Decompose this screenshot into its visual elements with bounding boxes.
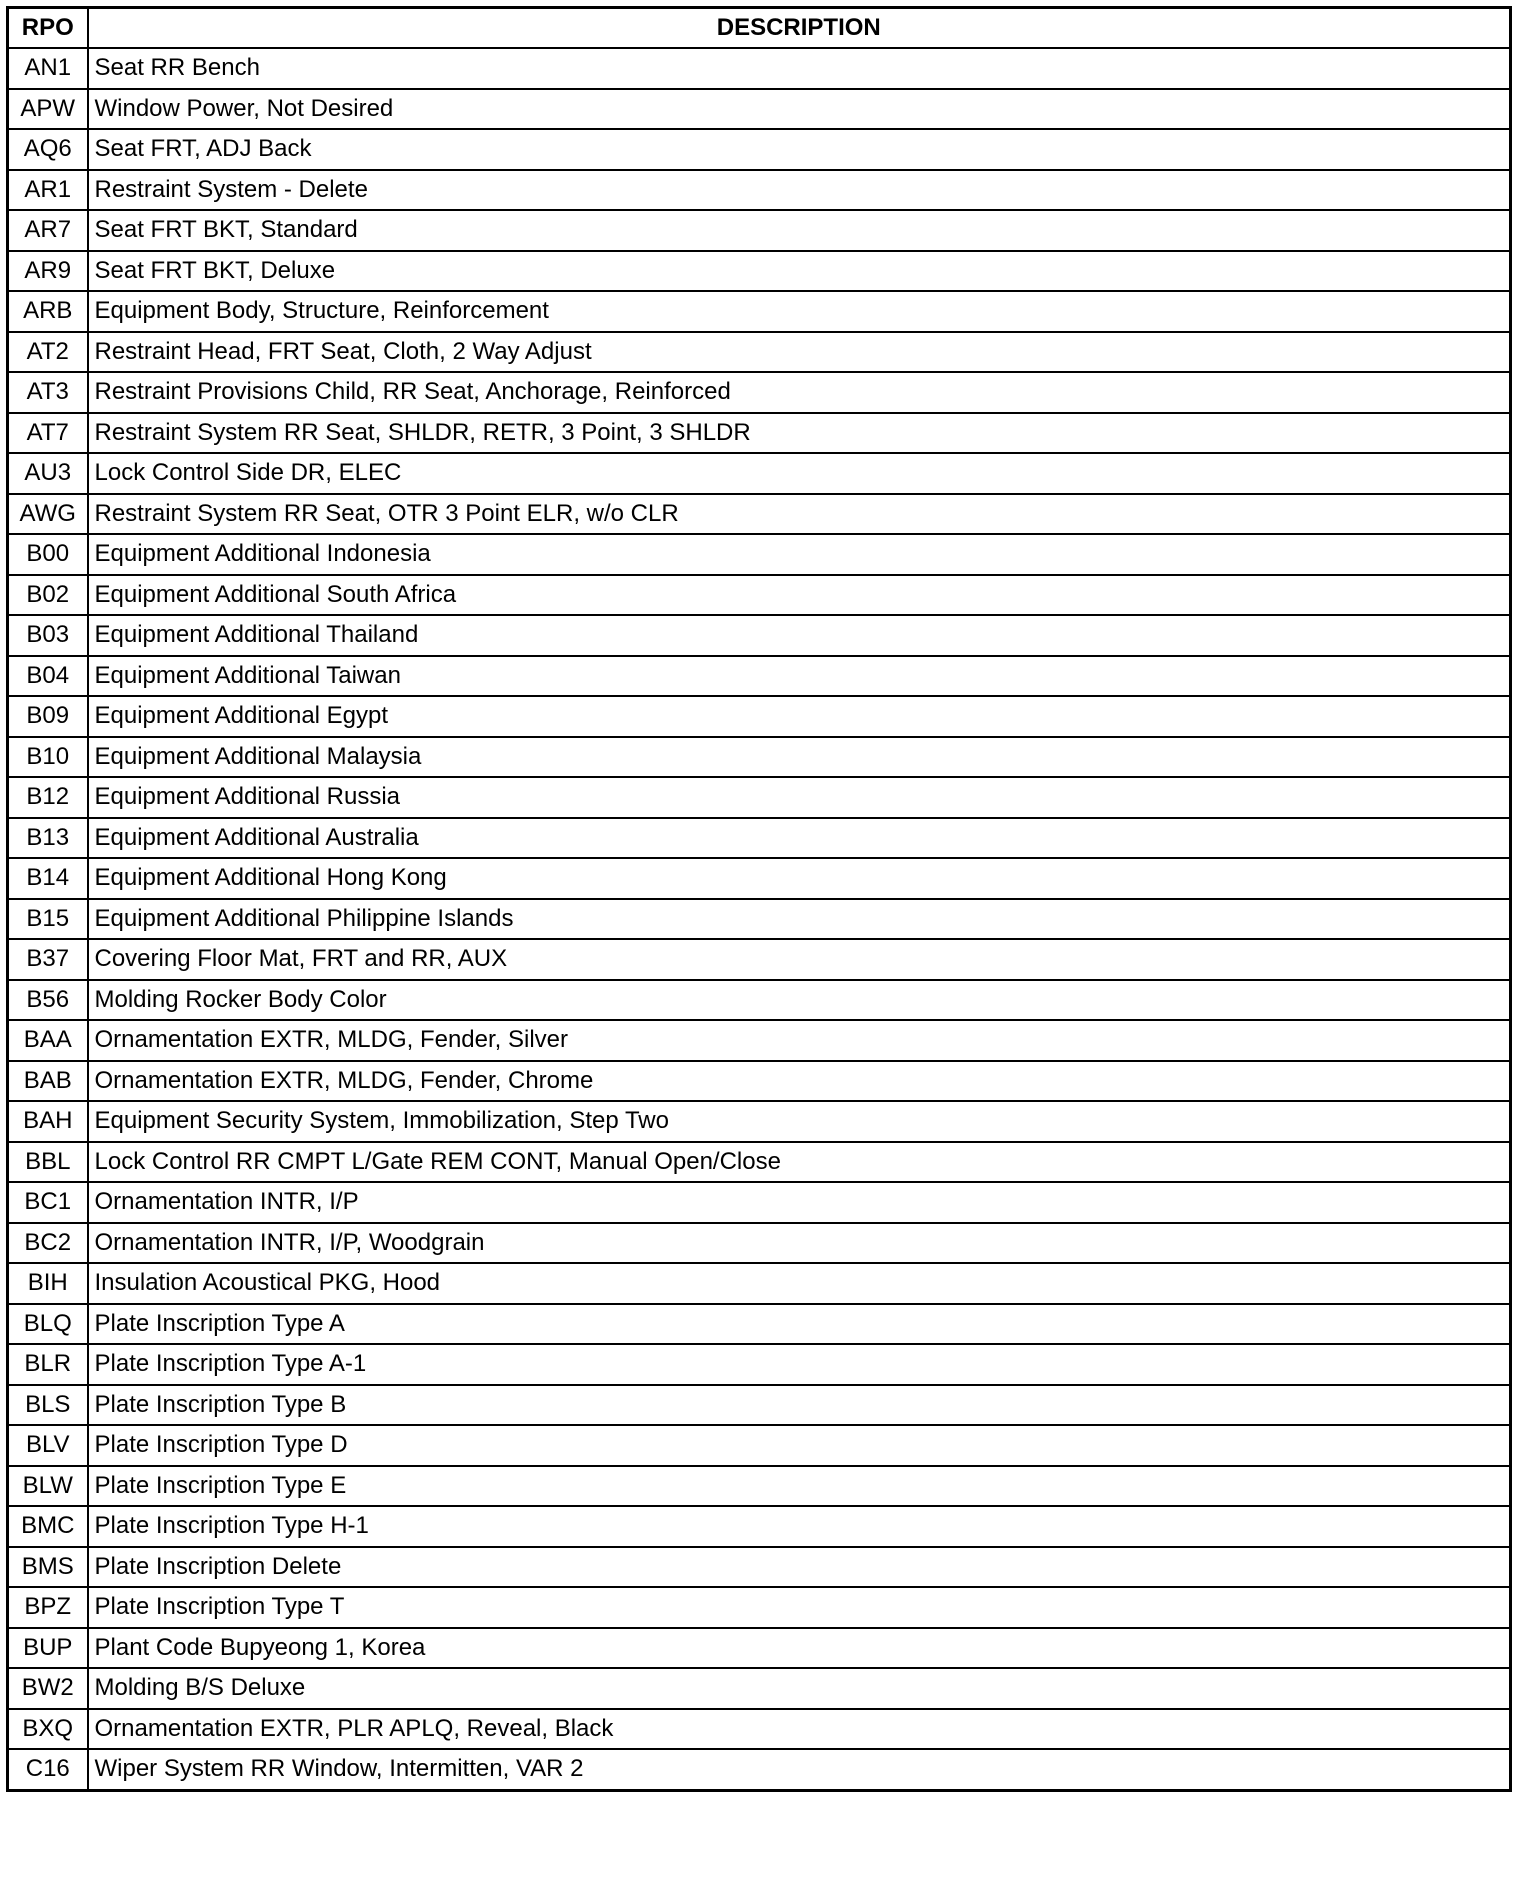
table-row <box>8 1182 1511 1223</box>
description-cell: Plate Inscription Type T <box>88 1587 1511 1628</box>
table-row <box>8 1506 1511 1547</box>
description-cell: Plant Code Bupyeong 1, Korea <box>88 1628 1511 1669</box>
header-rpo: RPO <box>8 8 88 49</box>
description-cell: Equipment Additional Malaysia <box>88 737 1511 778</box>
description-cell: Equipment Body, Structure, Reinforcement <box>88 291 1511 332</box>
description-cell: Molding Rocker Body Color <box>88 980 1511 1021</box>
description-cell: Seat FRT, ADJ Back <box>88 129 1511 170</box>
table-row <box>8 1425 1511 1466</box>
rpo-code-cell: BLS <box>8 1385 88 1426</box>
rpo-code-cell: AR7 <box>8 210 88 251</box>
description-cell: Molding B/S Deluxe <box>88 1668 1511 1709</box>
table-row <box>8 372 1511 413</box>
description-cell: Equipment Additional Indonesia <box>88 534 1511 575</box>
description-cell: Restraint System - Delete <box>88 170 1511 211</box>
description-cell: Equipment Additional Taiwan <box>88 656 1511 697</box>
rpo-code-cell: C16 <box>8 1749 88 1790</box>
rpo-code-cell: AT3 <box>8 372 88 413</box>
table-row <box>8 656 1511 697</box>
table-row <box>8 413 1511 454</box>
description-cell: Ornamentation EXTR, MLDG, Fender, Silver <box>88 1020 1511 1061</box>
table-row <box>8 1101 1511 1142</box>
rpo-code-cell: B37 <box>8 939 88 980</box>
table-row <box>8 332 1511 373</box>
description-cell: Equipment Additional Egypt <box>88 696 1511 737</box>
rpo-code-cell: B56 <box>8 980 88 1021</box>
rpo-code-cell: AWG <box>8 494 88 535</box>
rpo-code-cell: B12 <box>8 777 88 818</box>
rpo-code-cell: BBL <box>8 1142 88 1183</box>
rpo-code-cell: BC2 <box>8 1223 88 1264</box>
table-row <box>8 534 1511 575</box>
table-row <box>8 1223 1511 1264</box>
description-cell: Plate Inscription Type E <box>88 1466 1511 1507</box>
description-cell: Wiper System RR Window, Intermitten, VAR 2 <box>88 1749 1511 1790</box>
description-cell: Restraint Head, FRT Seat, Cloth, 2 Way Adjust <box>88 332 1511 373</box>
table-row <box>8 1628 1511 1669</box>
table-row <box>8 210 1511 251</box>
rpo-code-cell: B02 <box>8 575 88 616</box>
table-row <box>8 1263 1511 1304</box>
rpo-code-cell: B09 <box>8 696 88 737</box>
rpo-code-cell: BLW <box>8 1466 88 1507</box>
rpo-code-cell: AT2 <box>8 332 88 373</box>
rpo-code-cell: BLR <box>8 1344 88 1385</box>
rpo-code-cell: BMS <box>8 1547 88 1588</box>
table-row <box>8 453 1511 494</box>
rpo-code-cell: AQ6 <box>8 129 88 170</box>
table-row <box>8 899 1511 940</box>
table-row <box>8 980 1511 1021</box>
description-cell: Lock Control Side DR, ELEC <box>88 453 1511 494</box>
rpo-code-cell: B10 <box>8 737 88 778</box>
rpo-code-cell: B03 <box>8 615 88 656</box>
rpo-code-cell: BUP <box>8 1628 88 1669</box>
rpo-code-cell: AR1 <box>8 170 88 211</box>
table-row <box>8 1142 1511 1183</box>
description-cell: Window Power, Not Desired <box>88 89 1511 130</box>
table-row <box>8 48 1511 89</box>
description-cell: Plate Inscription Delete <box>88 1547 1511 1588</box>
description-cell: Covering Floor Mat, FRT and RR, AUX <box>88 939 1511 980</box>
rpo-code-cell: AN1 <box>8 48 88 89</box>
description-cell: Equipment Additional Hong Kong <box>88 858 1511 899</box>
description-cell: Ornamentation EXTR, PLR APLQ, Reveal, Black <box>88 1709 1511 1750</box>
rpo-code-cell: B15 <box>8 899 88 940</box>
table-row <box>8 1587 1511 1628</box>
rpo-code-cell: BIH <box>8 1263 88 1304</box>
description-cell: Equipment Security System, Immobilization, Step Two <box>88 1101 1511 1142</box>
description-cell: Ornamentation INTR, I/P <box>88 1182 1511 1223</box>
table-row <box>8 1020 1511 1061</box>
rpo-code-cell: B13 <box>8 818 88 859</box>
description-cell: Restraint Provisions Child, RR Seat, Anchorage, Reinforced <box>88 372 1511 413</box>
rpo-code-cell: BC1 <box>8 1182 88 1223</box>
rpo-code-cell: AT7 <box>8 413 88 454</box>
rpo-code-cell: B04 <box>8 656 88 697</box>
rpo-code-cell: ARB <box>8 291 88 332</box>
description-cell: Plate Inscription Type A <box>88 1304 1511 1345</box>
description-cell: Equipment Additional Philippine Islands <box>88 899 1511 940</box>
table-row <box>8 1466 1511 1507</box>
description-cell: Seat FRT BKT, Standard <box>88 210 1511 251</box>
rpo-code-cell: B00 <box>8 534 88 575</box>
table-row <box>8 1668 1511 1709</box>
table-row <box>8 129 1511 170</box>
rpo-code-cell: BLQ <box>8 1304 88 1345</box>
table-row <box>8 939 1511 980</box>
description-cell: Plate Inscription Type H-1 <box>88 1506 1511 1547</box>
rpo-code-cell: BW2 <box>8 1668 88 1709</box>
rpo-code-cell: BAA <box>8 1020 88 1061</box>
table-body <box>8 48 1511 1790</box>
table-row <box>8 251 1511 292</box>
rpo-code-cell: BAH <box>8 1101 88 1142</box>
rpo-code-cell: BXQ <box>8 1709 88 1750</box>
table-row <box>8 1547 1511 1588</box>
description-cell: Restraint System RR Seat, OTR 3 Point ELR, w/o CLR <box>88 494 1511 535</box>
table-row <box>8 1061 1511 1102</box>
table-row <box>8 1385 1511 1426</box>
rpo-code-cell: AR9 <box>8 251 88 292</box>
description-cell: Ornamentation EXTR, MLDG, Fender, Chrome <box>88 1061 1511 1102</box>
description-cell: Seat RR Bench <box>88 48 1511 89</box>
table-row <box>8 89 1511 130</box>
rpo-description-table <box>6 6 1512 1792</box>
table-row <box>8 1304 1511 1345</box>
table-row <box>8 777 1511 818</box>
table-header-row <box>8 8 1511 49</box>
rpo-code-cell: APW <box>8 89 88 130</box>
description-cell: Ornamentation INTR, I/P, Woodgrain <box>88 1223 1511 1264</box>
table-row <box>8 1749 1511 1790</box>
description-cell: Equipment Additional South Africa <box>88 575 1511 616</box>
description-cell: Equipment Additional Thailand <box>88 615 1511 656</box>
description-cell: Plate Inscription Type B <box>88 1385 1511 1426</box>
table-row <box>8 575 1511 616</box>
table-row <box>8 858 1511 899</box>
description-cell: Plate Inscription Type A-1 <box>88 1344 1511 1385</box>
table-row <box>8 696 1511 737</box>
table-row <box>8 615 1511 656</box>
rpo-code-cell: BLV <box>8 1425 88 1466</box>
rpo-code-cell: B14 <box>8 858 88 899</box>
description-cell: Equipment Additional Australia <box>88 818 1511 859</box>
table-row <box>8 494 1511 535</box>
rpo-code-cell: BMC <box>8 1506 88 1547</box>
table-row <box>8 737 1511 778</box>
table-row <box>8 1709 1511 1750</box>
rpo-code-cell: AU3 <box>8 453 88 494</box>
header-description: DESCRIPTION <box>88 8 1511 49</box>
rpo-code-cell: BAB <box>8 1061 88 1102</box>
rpo-code-cell: BPZ <box>8 1587 88 1628</box>
description-cell: Equipment Additional Russia <box>88 777 1511 818</box>
table-row <box>8 291 1511 332</box>
description-cell: Restraint System RR Seat, SHLDR, RETR, 3 Point, 3 SHLDR <box>88 413 1511 454</box>
table-row <box>8 170 1511 211</box>
description-cell: Seat FRT BKT, Deluxe <box>88 251 1511 292</box>
description-cell: Lock Control RR CMPT L/Gate REM CONT, Manual Open/Close <box>88 1142 1511 1183</box>
description-cell: Insulation Acoustical PKG, Hood <box>88 1263 1511 1304</box>
table-row <box>8 1344 1511 1385</box>
description-cell: Plate Inscription Type D <box>88 1425 1511 1466</box>
table-row <box>8 818 1511 859</box>
